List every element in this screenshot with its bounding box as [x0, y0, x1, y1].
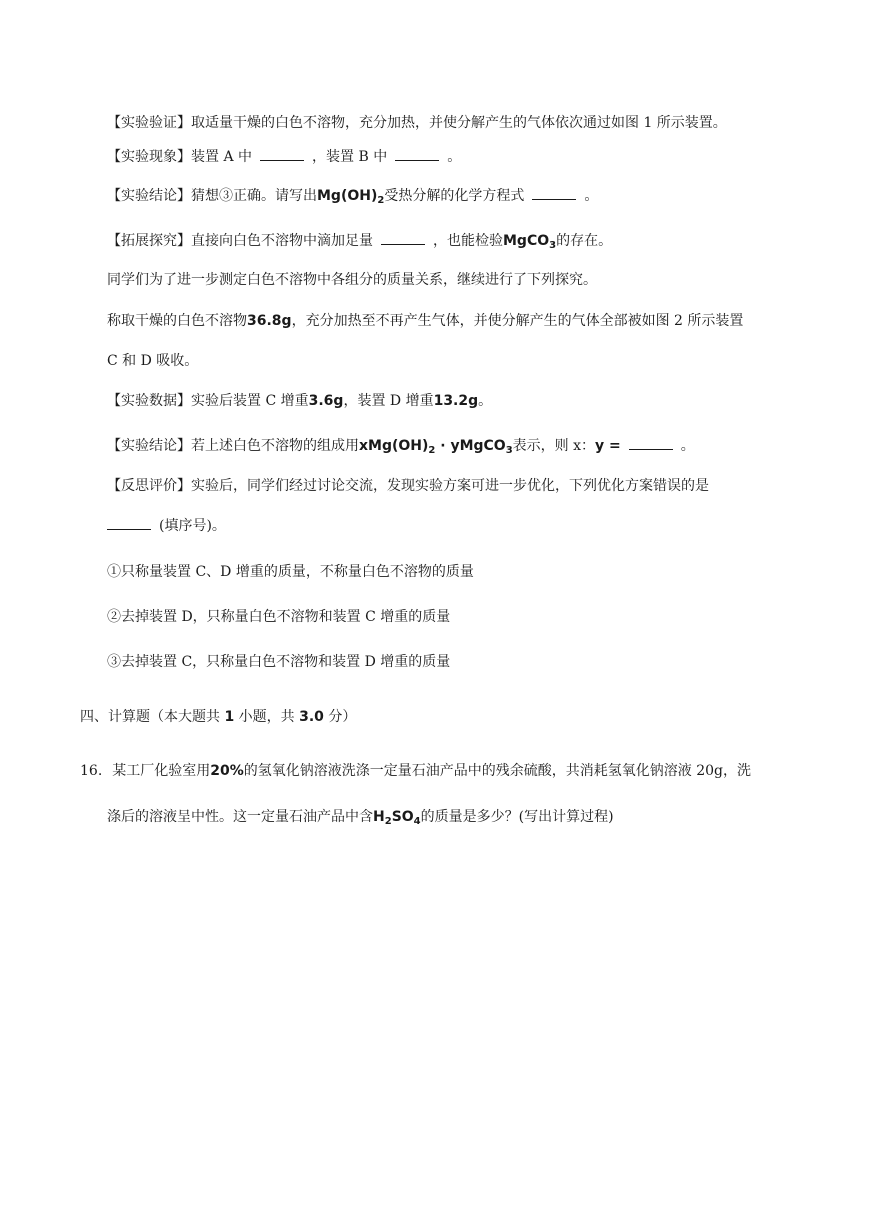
option-3: ③去掉装置 C，只称量白色不溶物和装置 D 增重的质量 [107, 654, 451, 670]
line-experiment-verification: 【实验验证】取适量干燥的白色不溶物，充分加热，并使分解产生的气体依次通过如图 1 所示装置。 [107, 115, 727, 131]
line-experiment-phenomenon: 【实验现象】装置 A 中 ，装置 B 中 。 [107, 149, 462, 165]
formula-mgco3: MgCO$_3$ [503, 233, 557, 251]
line-experiment-conclusion-2: 【实验结论】若上述白色不溶物的组成用$xMg(OH)_2$ · yMgCO$_3$表示，则 x：y = 。 [107, 438, 695, 456]
answer-blank [629, 437, 673, 450]
line-experiment-conclusion-1: 【实验结论】猜想③正确。请写出$Mg(OH)_2$受热分解的化学方程式 。 [107, 188, 599, 206]
answer-blank [395, 148, 439, 161]
option-2: ②去掉装置 D，只称量白色不溶物和装置 C 增重的质量 [107, 609, 451, 625]
answer-blank [260, 148, 304, 161]
formula-mg-oh-2: $Mg(OH)_2$ [317, 188, 385, 206]
answer-blank [107, 517, 151, 530]
answer-blank [381, 232, 425, 245]
option-1: ①只称量装置 C、D 增重的质量，不称量白色不溶物的质量 [107, 564, 474, 580]
formula-composition: $xMg(OH)_2$ · yMgCO$_3$ [359, 438, 513, 456]
line-reflection-cont: (填序号)。 [107, 516, 226, 536]
question-16-cont: 涤后的溶液呈中性。这一定量石油产品中含$H_2SO_4$的质量是多少？(写出计算过程) [107, 809, 614, 827]
line-weigh-sample: 称取干燥的白色不溶物36.8g，充分加热至不再产生气体，并使分解产生的气体全部被如图 2 所示装置 [107, 313, 744, 329]
line-weigh-sample-cont: C 和 D 吸收。 [107, 353, 199, 369]
line-reflection: 【反思评价】实验后，同学们经过讨论交流，发现实验方案可进一步优化，下列优化方案错误的是 [107, 478, 709, 494]
line-experiment-data: 【实验数据】实验后装置 C 增重3.6g，装置 D 增重13.2g。 [107, 393, 493, 409]
question-number: 16. [80, 763, 103, 779]
question-16: 16. 某工厂化验室用20%的氢氧化钠溶液洗涤一定量石油产品中的残余硫酸，共消耗氢氧化钠溶液 20g，洗 [80, 763, 752, 779]
line-further-inquiry: 同学们为了进一步测定白色不溶物中各组分的质量关系，继续进行了下列探究。 [107, 272, 597, 288]
formula-h2so4: $H_2SO_4$ [373, 809, 421, 827]
section-heading-calculation: 四、计算题（本大题共 1 小题，共 3.0 分） [80, 709, 357, 725]
line-extended-inquiry: 【拓展探究】直接向白色不溶物中滴加足量 ，也能检验MgCO$_3$的存在。 [107, 233, 613, 251]
answer-blank [532, 187, 576, 200]
